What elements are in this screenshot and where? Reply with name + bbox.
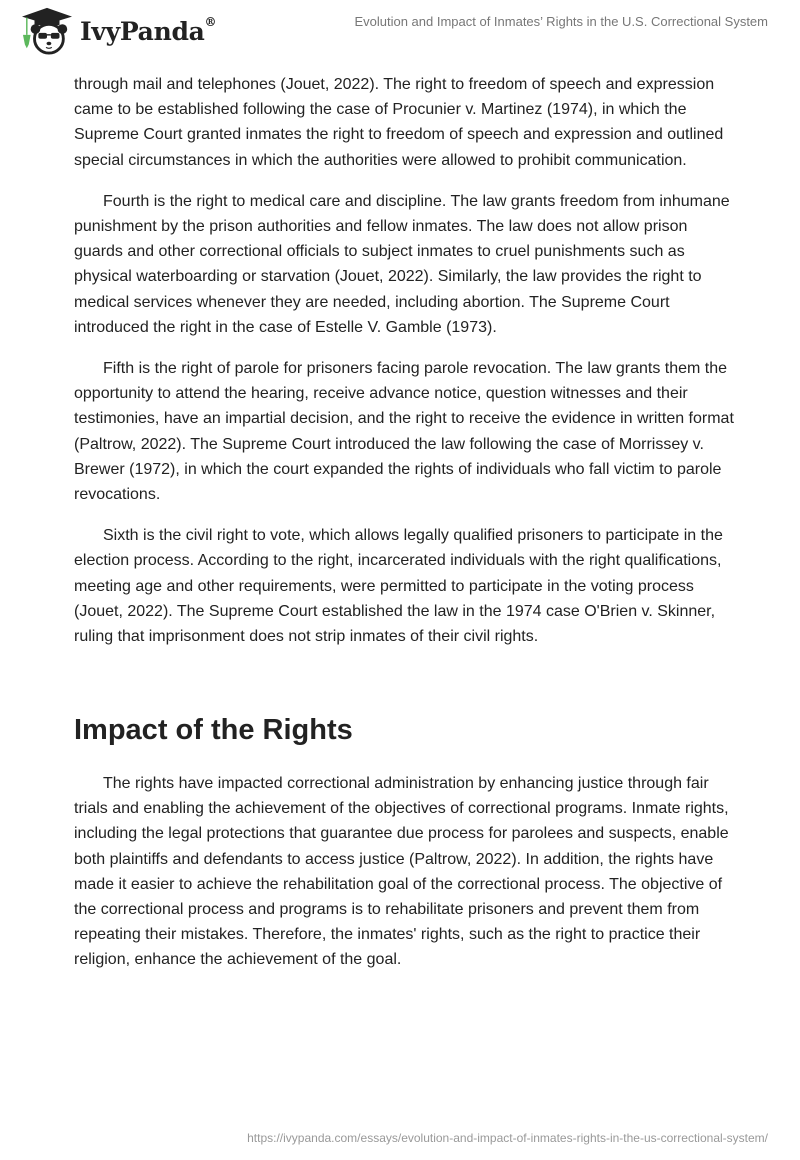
footer-url[interactable]: https://ivypanda.com/essays/evolution-and-impact-of-inmates-rights-in-the-us-correctional-system/ xyxy=(247,1131,768,1145)
paragraph: Fifth is the right of parole for prisoners facing parole revocation. The law grants them the opportunity to attend the hearing, receive advance notice, question witnesses and their testimonies, have an impartial decision, and the right to receive the evidence in written format (Paltrow, 2022). The Supreme Court introduced the law following the case of Morrissey v. Brewer (1972), in which the court expanded the rights of individuals who fall victim to parole revocations. xyxy=(74,360,734,504)
paragraph: through mail and telephones (Jouet, 2022). The right to freedom of speech and expression came to be established following the case of Procunier v. Martinez (1974), in which the Supreme Court granted inmates the right to freedom of speech and expression and outlined special circumstances in which the authorities were allowed to prohibit communication. xyxy=(74,76,724,169)
section-heading-wrap xyxy=(74,710,353,750)
page-header xyxy=(0,0,800,62)
document-title: Evolution and Impact of Inmates’ Rights in the U.S. Correctional System xyxy=(354,14,768,29)
brand-name: IvyPanda® xyxy=(80,14,217,46)
article-body-top xyxy=(74,72,734,665)
paragraph: Fourth is the right to medical care and discipline. The law grants freedom from inhumane punishment by the prison authorities and fellow inmates. The law does not allow prison guards and other correctional officials to subject inmates to cruel punishments such as physical waterboarding or starvation (Jouet, 2022). Similarly, the law provides the right to medical services whenever they are needed, including abortion. The Supreme Court introduced the right in the case of Estelle V. Gamble (1973). xyxy=(74,192,730,336)
paragraph: Sixth is the civil right to vote, which allows legally qualified prisoners to participate in the election process. According to the right, incarcerated individuals with the right qualifications, meeting age and other requirements, were permitted to participate in the voting process (Jouet, 2022). The Supreme Court established the law in the 1974 case O'Brien v. Skinner, ruling that imprisonment does not strip inmates of their civil rights. xyxy=(74,527,723,646)
ivypanda-logo[interactable] xyxy=(18,6,216,56)
panda-graduate-icon xyxy=(18,6,76,56)
section-heading: Impact of the Rights xyxy=(74,714,353,746)
article-body-bottom xyxy=(74,771,734,989)
paragraph: The rights have impacted correctional administration by enhancing justice through fair trials and enabling the achievement of the objectives of correctional programs. Inmate rights, including the legal protections that guarantee due process for parolees and suspects, enable both plaintiffs and defendants to access justice (Paltrow, 2022). In addition, the rights have made it easier to achieve the rehabilitation goal of the correctional process. The objective of the correctional process and programs is to rehabilitate prisoners and prevent them from repeating their mistakes. Therefore, the inmates' rights, such as the right to practice their religion, enhance the achievement of the goal. xyxy=(74,775,729,969)
